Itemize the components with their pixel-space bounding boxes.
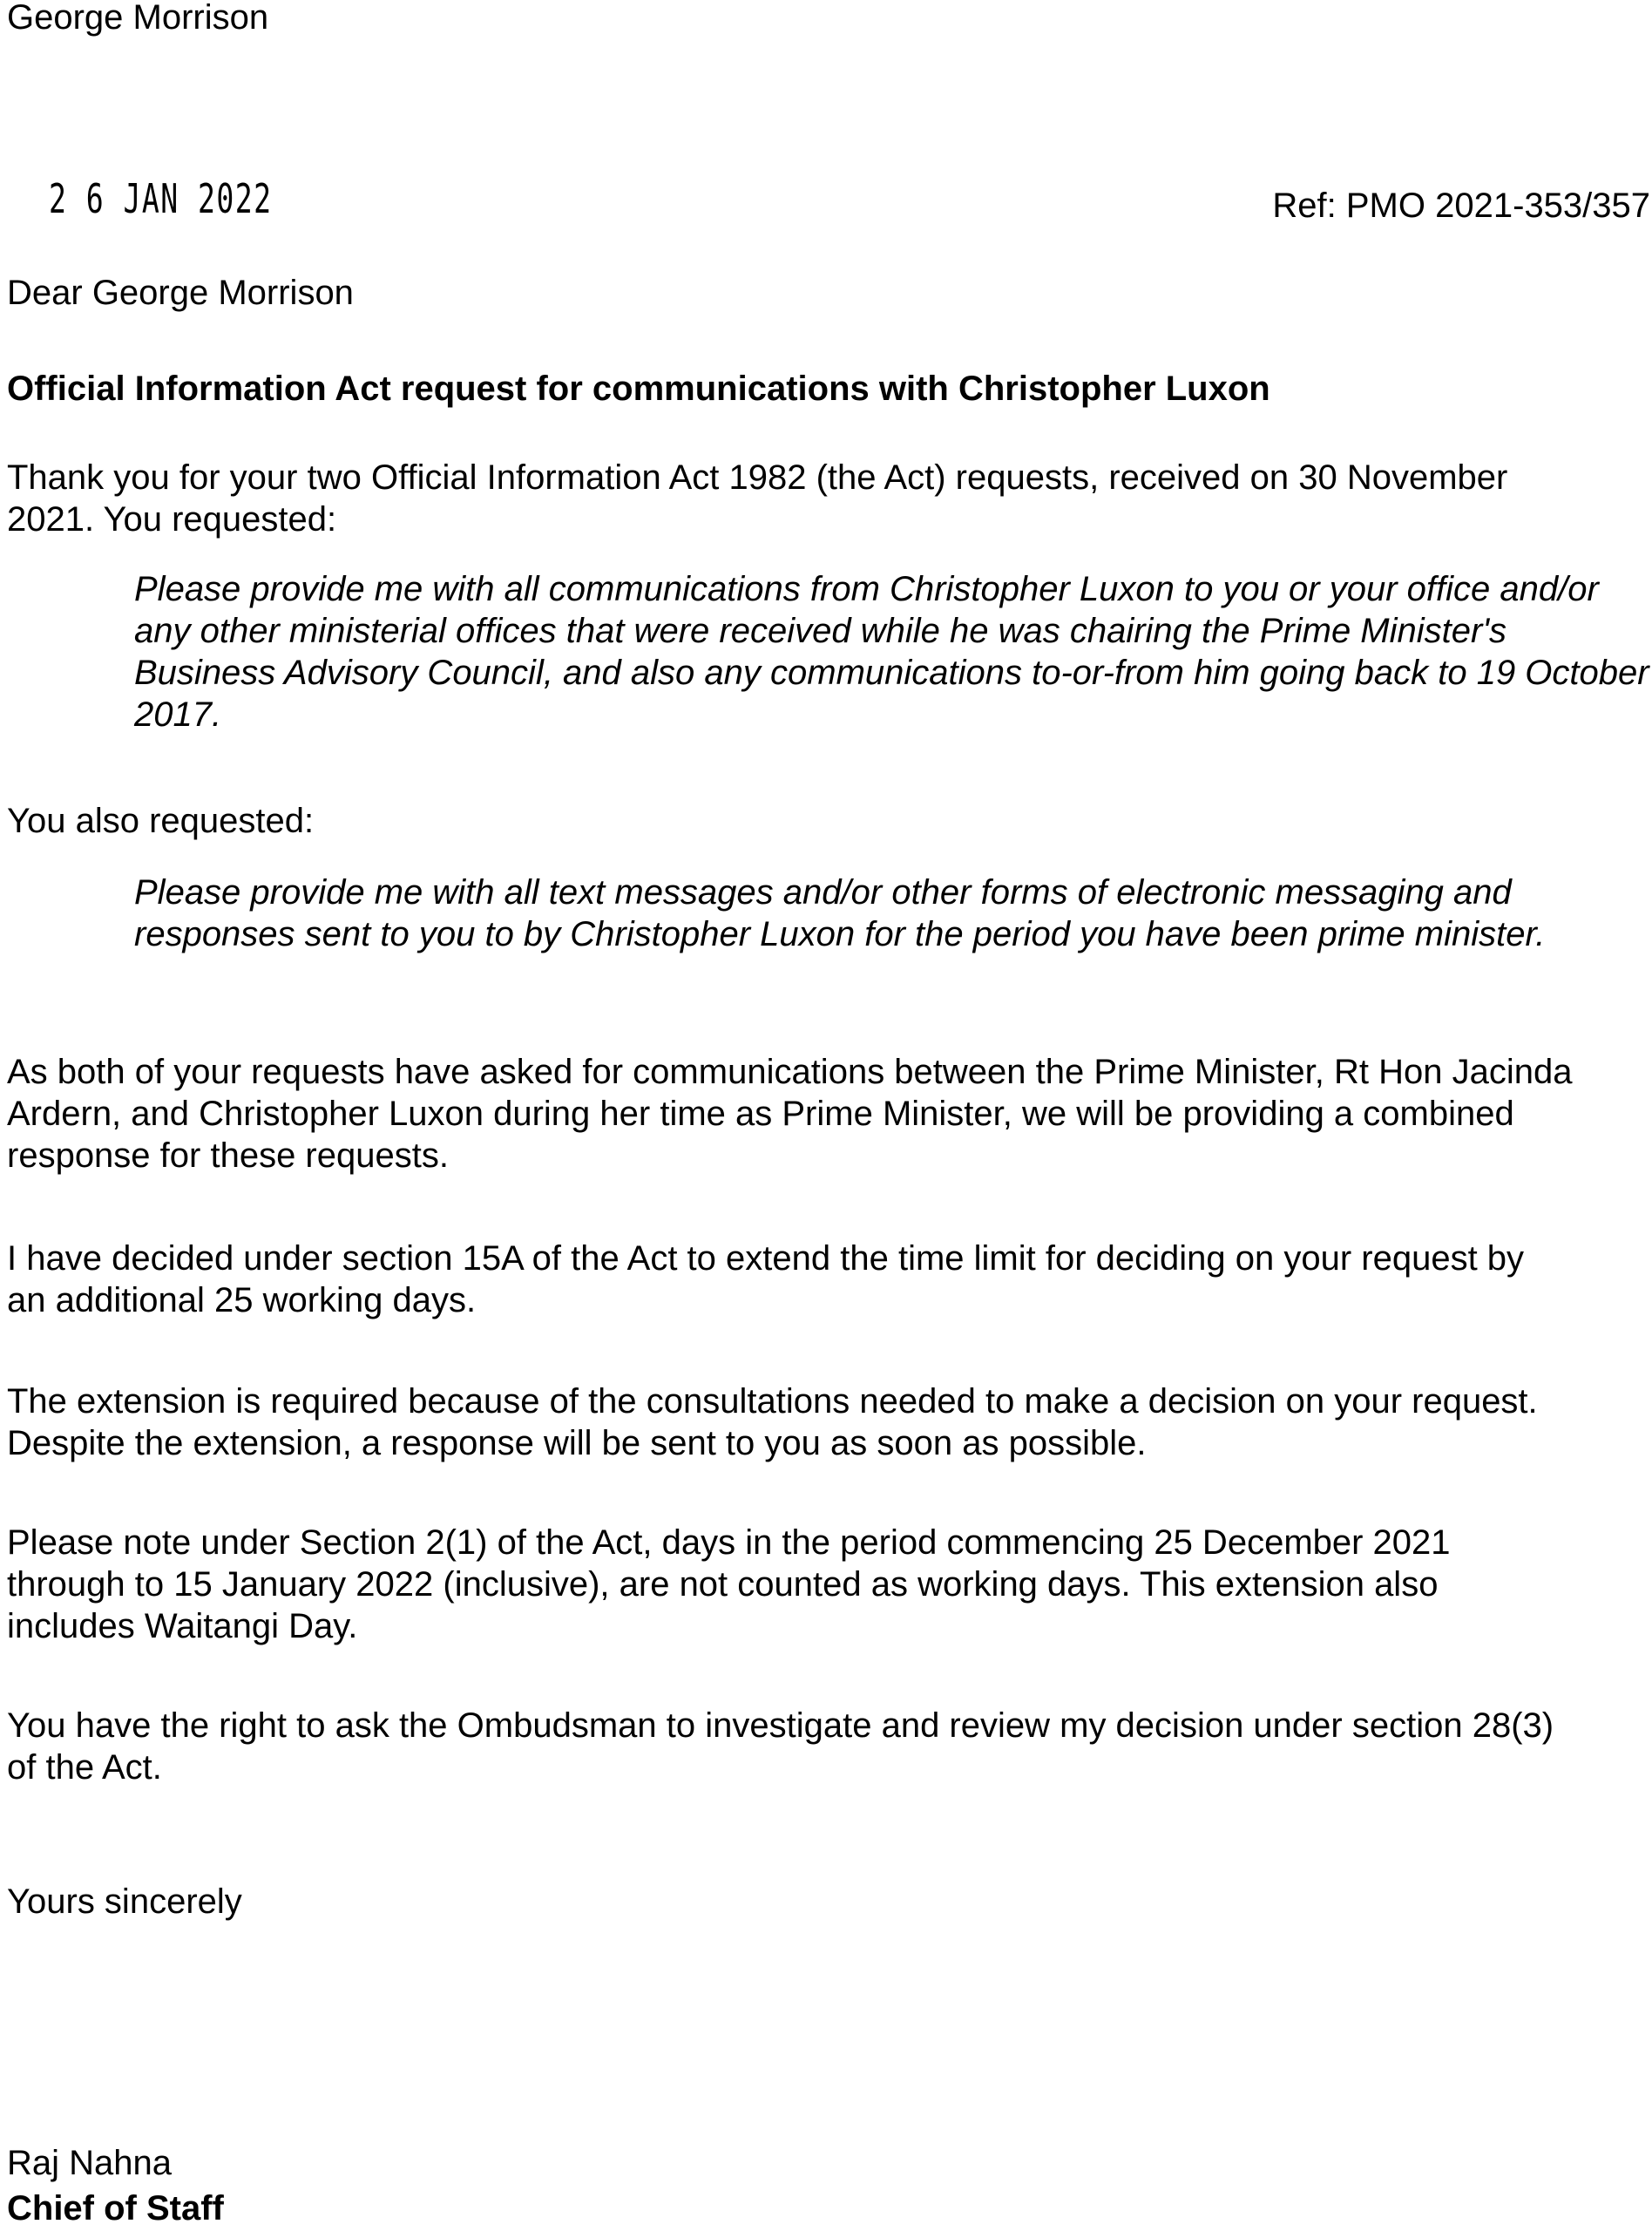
subject-line: Official Information Act request for communications with Christopher Luxon — [7, 370, 1270, 408]
reference-number: Ref: PMO 2021-353/357 — [1272, 186, 1650, 225]
closing: Yours sincerely — [7, 1882, 242, 1921]
working-days-note-paragraph: Please note under Section 2(1) of the Act, days in the period commencing 25 December 2021 through to 15 January 2022 (inclusive), are not counted as working days. This extension also includes Waitangi Day. — [7, 1523, 1451, 1645]
date-stamp: 2 6 JAN 2022 — [49, 175, 273, 222]
extension-reason-paragraph: The extension is required because of the consultations needed to make a decision on your request. Despite the extension, a response will be sent to you as soon as possible. — [7, 1382, 1538, 1462]
salutation: Dear George Morrison — [7, 274, 354, 312]
extension-paragraph: I have decided under section 15A of the Act to extend the time limit for deciding on your request by an additional 25 working days. — [7, 1239, 1525, 1319]
ombudsman-paragraph: You have the right to ask the Ombudsman to investigate and review my decision under section 28(3) of the Act. — [7, 1706, 1554, 1787]
recipient-header: George Morrison — [7, 0, 269, 37]
intro-paragraph: Thank you for your two Official Information Act 1982 (the Act) requests, received on 30 November 2021. You requested: — [7, 458, 1508, 539]
also-requested-label: You also requested: — [7, 802, 315, 840]
signatory-name: Raj Nahna — [7, 2144, 173, 2182]
combined-response-paragraph: As both of your requests have asked for communications between the Prime Minister, Rt Hon Jacinda Ardern, and Christopher Luxon during her time as Prime Minister, we will be providing a combined response for these requests. — [7, 1053, 1573, 1175]
signatory-title: Chief of Staff — [7, 2189, 224, 2228]
request-2-quote: Please provide me with all text messages and/or other forms of electronic messaging and responses sent to you to by Christopher Luxon for the period you have been prime minister. — [134, 873, 1546, 953]
request-1-quote: Please provide me with all communications from Christopher Luxon to you or your office and/or any other ministerial offices that were received while he was chairing the Prime Minister's Business Advisory Council, and also any communications to-or-from him going back to 19 October 2017. — [134, 570, 1649, 734]
